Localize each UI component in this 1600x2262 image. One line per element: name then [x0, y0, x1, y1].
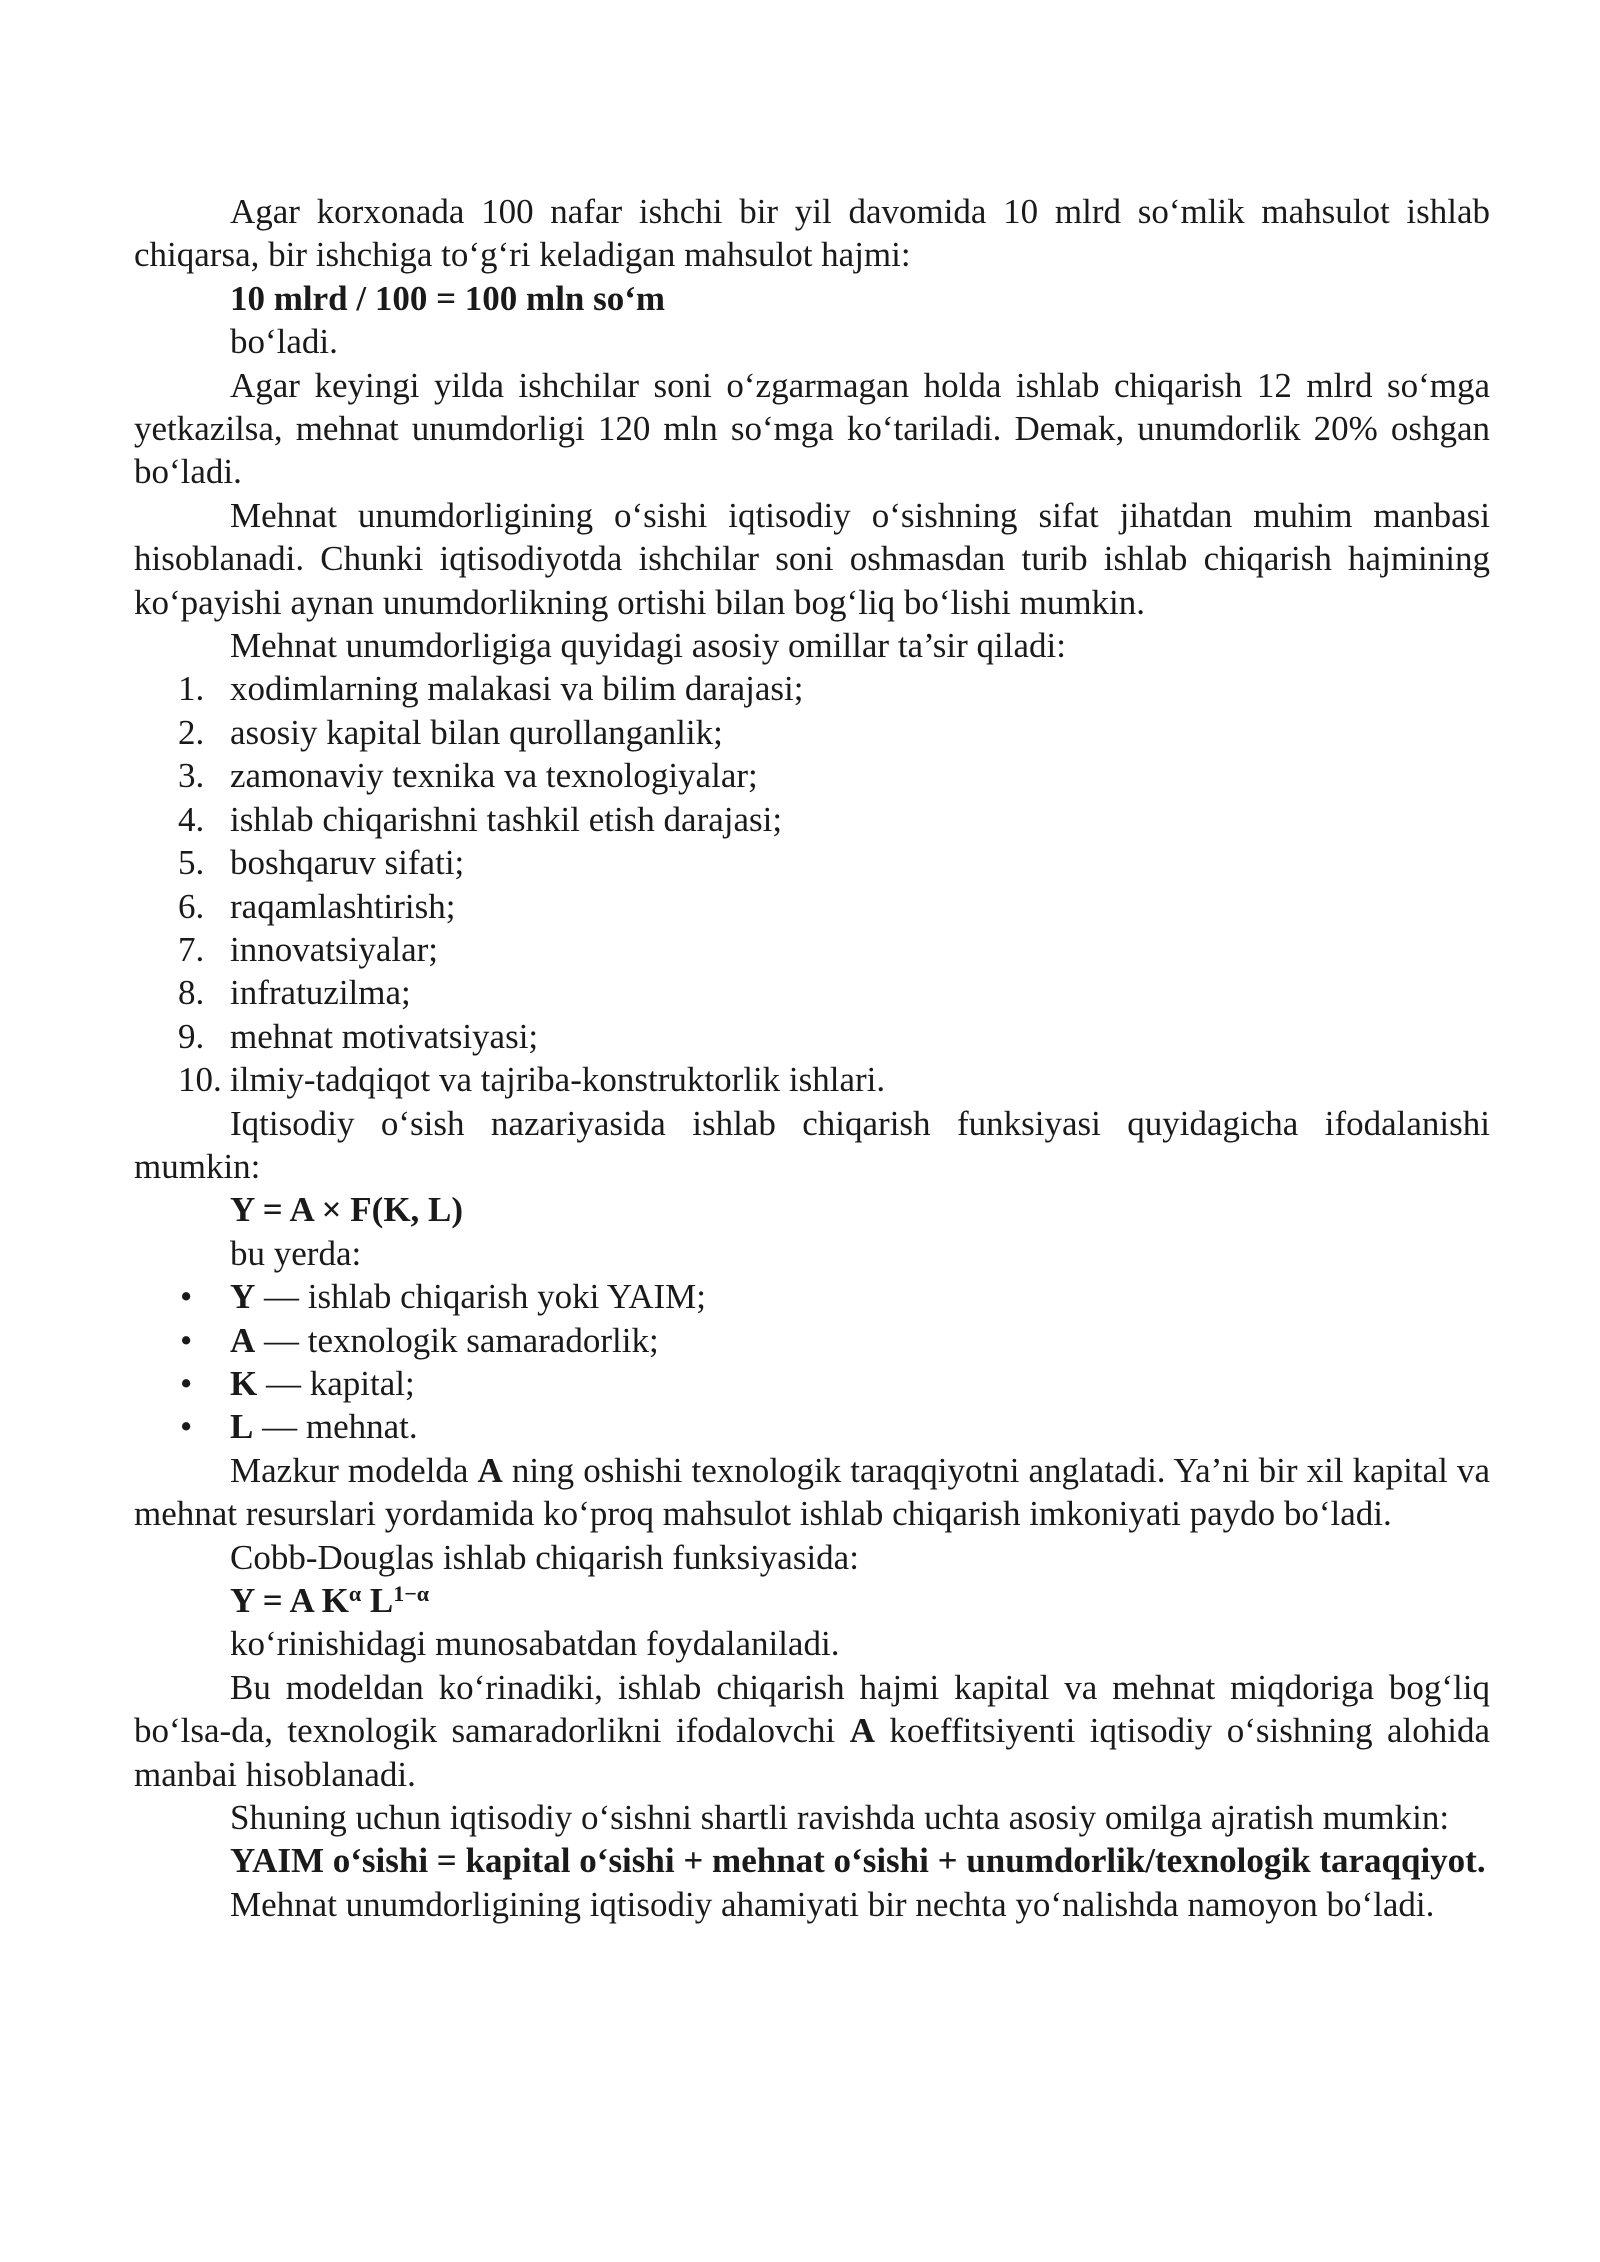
- formula-production-function: Y = A × F(K, L): [230, 1190, 464, 1230]
- list-number: 9.: [178, 1016, 205, 1056]
- paragraph-next-year: Agar keyingi yilda ishchilar soni o‘zgarmagan holda ishlab chiqarish 12 mlrd so‘mga yetkazilsa, mehnat unumdorligi 120 mln so‘mga ko‘tariladi. Demak, unumdorlik 20% oshgan bo‘ladi.: [134, 365, 1490, 492]
- list-item: [134, 1319, 1490, 1362]
- paragraph-model-conclusion: [134, 1666, 1490, 1796]
- list-item: [134, 1275, 1490, 1318]
- list-text: zamonaviy texnika va texnologiyalar;: [230, 756, 758, 796]
- paragraph-boladi: bo‘ladi.: [230, 322, 338, 362]
- list-text: ishlab chiqarishni tashkil etish darajasi;: [230, 799, 783, 839]
- paragraph-three-factors: Shuning uchun iqtisodiy o‘sishni shartli ravishda uchta asosiy omilga ajratish mumkin:: [230, 1798, 1450, 1838]
- formula-exponent: α: [348, 1581, 362, 1606]
- list-text: mehnat motivatsiyasi;: [230, 1016, 539, 1056]
- definition-text: — kapital;: [257, 1363, 415, 1403]
- definition-text: — mehnat.: [253, 1407, 418, 1447]
- formula-exponent: 1−α: [393, 1581, 430, 1606]
- text-run-bold: A: [849, 1711, 875, 1751]
- text-run: Mazkur modelda: [230, 1450, 478, 1490]
- list-number: 2.: [178, 712, 205, 752]
- document-page: [134, 190, 1490, 1926]
- list-text: infratuzilma;: [230, 973, 411, 1013]
- list-number: 8.: [178, 973, 205, 1013]
- paragraph-economic-significance: Mehnat unumdorligining iqtisodiy ahamiyati bir nechta yo‘nalishda namoyon bo‘ladi.: [230, 1884, 1435, 1924]
- list-number: 3.: [178, 756, 205, 796]
- paragraph-output-example: Agar korxonada 100 nafar ishchi bir yil davomida 10 mlrd so‘mlik mahsulot ishlab chiqarsa, bir ishchiga to‘g‘ri keladigan mahsulot hajmi:: [134, 192, 1490, 275]
- paragraph-korinishidagi: ko‘rinishidagi munosabatdan foydalaniladi.: [230, 1624, 840, 1664]
- factors-list: [134, 667, 1490, 1101]
- list-item: [134, 1015, 1490, 1058]
- definition-text: — ishlab chiqarish yoki YAIM;: [255, 1277, 707, 1317]
- list-number: 4.: [178, 799, 205, 839]
- bullet-icon: •: [180, 1320, 193, 1360]
- definition-term: L: [230, 1407, 254, 1447]
- text-run-bold: A: [477, 1450, 503, 1490]
- list-item: [134, 1058, 1490, 1101]
- formula-output-per-worker: 10 mlrd / 100 = 100 mln so‘m: [230, 278, 666, 318]
- list-item: [134, 798, 1490, 841]
- definition-term: A: [230, 1320, 256, 1360]
- formula-part: Y = A K: [230, 1581, 349, 1620]
- list-text: asosiy kapital bilan qurollanganlik;: [230, 712, 723, 752]
- list-item: [134, 754, 1490, 797]
- list-text: xodimlarning malakasi va bilim darajasi;: [230, 669, 804, 709]
- paragraph-cobb-douglas: Cobb-Douglas ishlab chiqarish funksiyasida:: [230, 1537, 859, 1577]
- list-item: [134, 667, 1490, 710]
- list-text: ilmiy-tadqiqot va tajriba-konstruktorlik ishlari.: [230, 1060, 886, 1100]
- bullet-icon: •: [180, 1277, 193, 1317]
- list-number: 1.: [178, 669, 205, 709]
- list-number: 10.: [178, 1060, 222, 1100]
- paragraph-bu-yerda: bu yerda:: [230, 1233, 362, 1273]
- list-item: [134, 841, 1490, 884]
- list-item: [134, 928, 1490, 971]
- formula-part: L: [361, 1581, 394, 1620]
- list-number: 7.: [178, 929, 205, 969]
- paragraph-factors-intro: Mehnat unumdorligiga quyidagi asosiy omillar ta’sir qiladi:: [230, 626, 1066, 666]
- definition-term: Y: [230, 1277, 256, 1317]
- text-run: koeffitsiyenti iqtisodiy o‘sishning alohida manbai hisoblanadi.: [134, 1711, 1491, 1794]
- bullet-icon: •: [180, 1407, 193, 1447]
- text-run: Bu modeldan ko‘rinadiki, ishlab chiqarish hajmi kapital va mehnat miqdoriga bog‘liq bo‘lsa-da, texnologik samaradorlikni ifodalovchi: [134, 1667, 1490, 1751]
- list-item: [134, 711, 1490, 754]
- text-run: ning oshishi texnologik taraqqiyotni anglatadi. Ya’ni bir xil kapital va mehnat resurslari yordamida ko‘proq mahsulot ishlab chiqarish imkoniyati paydo bo‘ladi.: [134, 1450, 1490, 1534]
- list-item: [134, 971, 1490, 1014]
- paragraph-production-function: Iqtisodiy o‘sish nazariyasida ishlab chiqarish funksiyasi quyidagicha ifodalanishi mumkin:: [134, 1103, 1490, 1186]
- list-text: boshqaruv sifati;: [230, 843, 465, 883]
- list-item: [134, 885, 1490, 928]
- list-item: [134, 1405, 1490, 1448]
- paragraph-model-explanation: [134, 1449, 1490, 1536]
- list-item: [134, 1362, 1490, 1405]
- list-text: raqamlashtirish;: [230, 886, 456, 926]
- bullet-icon: •: [180, 1363, 193, 1403]
- paragraph-productivity-growth: Mehnat unumdorligining o‘sishi iqtisodiy o‘sishning sifat jihatdan muhim manbasi hisoblanadi. Chunki iqtisodiyotda ishchilar soni oshmasdan turib ishlab chiqarish hajmining ko‘payishi aynan unumdorlikning ortishi bilan bog‘liq bo‘lishi mumkin.: [134, 495, 1490, 622]
- definition-text: — texnologik samaradorlik;: [255, 1320, 659, 1360]
- definitions-list: [134, 1275, 1490, 1449]
- list-number: 5.: [178, 843, 205, 883]
- list-number: 6.: [178, 886, 205, 926]
- list-text: innovatsiyalar;: [230, 929, 439, 969]
- definition-term: K: [230, 1363, 258, 1403]
- formula-gdp-growth: YAIM o‘sishi = kapital o‘sishi + mehnat o‘sishi + unumdorlik/texnologik taraqqiyot.: [230, 1841, 1486, 1881]
- formula-cobb-douglas: [134, 1579, 1490, 1622]
